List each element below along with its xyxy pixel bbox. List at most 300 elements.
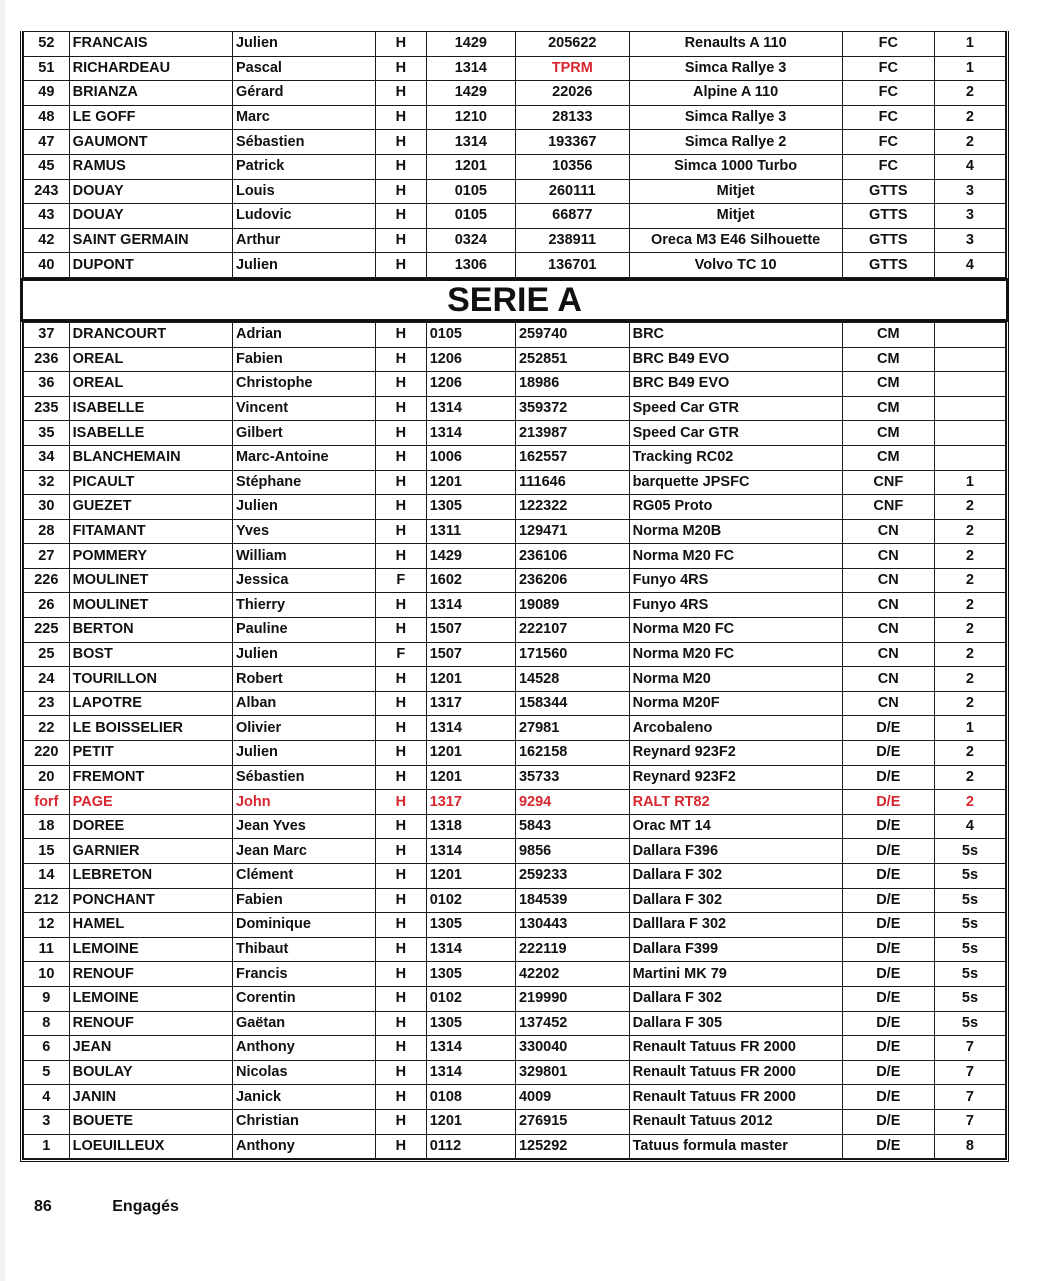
cell-club: 1305 xyxy=(426,913,515,938)
cell-prenom: Gérard xyxy=(232,81,375,106)
table-row xyxy=(24,888,1006,913)
cell-club: 1201 xyxy=(426,864,515,889)
cell-sexe: H xyxy=(376,839,427,864)
cell-num: 28 xyxy=(24,519,70,544)
cell-prenom: Sébastien xyxy=(232,765,375,790)
cell-prenom: Julien xyxy=(232,495,375,520)
cell-sexe: H xyxy=(376,396,427,421)
cell-classe: 3 xyxy=(934,179,1005,204)
cell-nom: GARNIER xyxy=(69,839,232,864)
cell-classe: 5s xyxy=(934,888,1005,913)
cell-num: 48 xyxy=(24,105,70,130)
cell-nom: HAMEL xyxy=(69,913,232,938)
table-row xyxy=(24,421,1006,446)
cell-groupe: D/E xyxy=(842,986,934,1011)
cell-prenom: Corentin xyxy=(232,986,375,1011)
cell-num: 12 xyxy=(24,913,70,938)
cell-nom: PETIT xyxy=(69,741,232,766)
table-row xyxy=(24,937,1006,962)
cell-num: 36 xyxy=(24,372,70,397)
cell-nom: MOULINET xyxy=(69,568,232,593)
cell-club: 1305 xyxy=(426,1011,515,1036)
cell-sexe: H xyxy=(376,32,427,57)
cell-sexe: H xyxy=(376,495,427,520)
cell-club: 0108 xyxy=(426,1085,515,1110)
table-row xyxy=(24,347,1006,372)
cell-voiture: Norma M20 xyxy=(629,667,842,692)
cell-prenom: Thierry xyxy=(232,593,375,618)
cell-sexe: H xyxy=(376,864,427,889)
cell-prenom: Julien xyxy=(232,32,375,57)
cell-voiture: Funyo 4RS xyxy=(629,593,842,618)
cell-classe: 2 xyxy=(934,105,1005,130)
cell-nom: OREAL xyxy=(69,347,232,372)
cell-club: 1314 xyxy=(426,839,515,864)
cell-prenom: Fabien xyxy=(232,888,375,913)
cell-club: 0105 xyxy=(426,204,515,229)
cell-nom: LE BOISSELIER xyxy=(69,716,232,741)
cell-num: 14 xyxy=(24,864,70,889)
cell-nom: POMMERY xyxy=(69,544,232,569)
cell-nom: DOUAY xyxy=(69,204,232,229)
cell-prenom: John xyxy=(232,790,375,815)
cell-club: 1305 xyxy=(426,962,515,987)
cell-num: 40 xyxy=(24,253,70,278)
cell-classe: 2 xyxy=(934,667,1005,692)
table-row xyxy=(24,130,1006,155)
cell-nom: JANIN xyxy=(69,1085,232,1110)
cell-groupe: D/E xyxy=(842,839,934,864)
cell-nom: FREMONT xyxy=(69,765,232,790)
cell-num: 236 xyxy=(24,347,70,372)
cell-num: 23 xyxy=(24,691,70,716)
cell-sexe: H xyxy=(376,445,427,470)
cell-num: 51 xyxy=(24,56,70,81)
cell-num: 34 xyxy=(24,445,70,470)
table-row xyxy=(24,56,1006,81)
cell-groupe: D/E xyxy=(842,1011,934,1036)
cell-groupe: FC xyxy=(842,56,934,81)
cell-nom: FRANCAIS xyxy=(69,32,232,57)
cell-num: 11 xyxy=(24,937,70,962)
cell-num: 9 xyxy=(24,986,70,1011)
cell-club: 0102 xyxy=(426,986,515,1011)
cell-sexe: H xyxy=(376,888,427,913)
table-row xyxy=(24,691,1006,716)
entries-table-serie-a xyxy=(23,322,1006,1159)
cell-prenom: Sébastien xyxy=(232,130,375,155)
table-row xyxy=(24,716,1006,741)
cell-voiture: Dallara F 302 xyxy=(629,986,842,1011)
cell-groupe: D/E xyxy=(842,1109,934,1134)
cell-groupe: FC xyxy=(842,154,934,179)
cell-groupe: FC xyxy=(842,32,934,57)
cell-classe: 2 xyxy=(934,130,1005,155)
table-row xyxy=(24,913,1006,938)
cell-prenom: Robert xyxy=(232,667,375,692)
table-row xyxy=(24,864,1006,889)
cell-licence: 205622 xyxy=(515,32,629,57)
entry-list-sheet xyxy=(20,31,1009,1162)
cell-prenom: Jessica xyxy=(232,568,375,593)
cell-club: 0102 xyxy=(426,888,515,913)
cell-licence: 238911 xyxy=(515,228,629,253)
cell-groupe: CM xyxy=(842,322,934,347)
cell-prenom: Gilbert xyxy=(232,421,375,446)
cell-club: 1314 xyxy=(426,130,515,155)
cell-classe: 2 xyxy=(934,741,1005,766)
cell-club: 1507 xyxy=(426,618,515,643)
table-row xyxy=(24,1109,1006,1134)
cell-voiture: Reynard 923F2 xyxy=(629,765,842,790)
cell-prenom: Arthur xyxy=(232,228,375,253)
cell-groupe: GTTS xyxy=(842,253,934,278)
cell-num: 52 xyxy=(24,32,70,57)
cell-sexe: H xyxy=(376,179,427,204)
cell-classe: 7 xyxy=(934,1036,1005,1061)
cell-licence: 329801 xyxy=(515,1060,629,1085)
cell-groupe: CN xyxy=(842,519,934,544)
cell-nom: LEMOINE xyxy=(69,986,232,1011)
cell-groupe: CM xyxy=(842,445,934,470)
cell-club: 1314 xyxy=(426,396,515,421)
cell-classe: 7 xyxy=(934,1085,1005,1110)
cell-sexe: H xyxy=(376,593,427,618)
cell-num: 6 xyxy=(24,1036,70,1061)
cell-nom: BOST xyxy=(69,642,232,667)
cell-num: 47 xyxy=(24,130,70,155)
cell-licence: 137452 xyxy=(515,1011,629,1036)
cell-sexe: H xyxy=(376,204,427,229)
cell-prenom: William xyxy=(232,544,375,569)
cell-licence: 125292 xyxy=(515,1134,629,1159)
cell-classe: 2 xyxy=(934,642,1005,667)
table-row xyxy=(24,568,1006,593)
cell-club: 1201 xyxy=(426,1109,515,1134)
cell-num: 25 xyxy=(24,642,70,667)
cell-groupe: CNF xyxy=(842,470,934,495)
cell-nom: SAINT GERMAIN xyxy=(69,228,232,253)
cell-groupe: D/E xyxy=(842,716,934,741)
cell-nom: BLANCHEMAIN xyxy=(69,445,232,470)
cell-nom: ISABELLE xyxy=(69,421,232,446)
cell-voiture: Simca Rallye 3 xyxy=(629,56,842,81)
cell-num: 3 xyxy=(24,1109,70,1134)
cell-sexe: H xyxy=(376,56,427,81)
cell-prenom: Gaëtan xyxy=(232,1011,375,1036)
cell-voiture: Orac MT 14 xyxy=(629,814,842,839)
cell-num: 45 xyxy=(24,154,70,179)
cell-prenom: Nicolas xyxy=(232,1060,375,1085)
cell-club: 0112 xyxy=(426,1134,515,1159)
cell-num: 37 xyxy=(24,322,70,347)
cell-groupe: CN xyxy=(842,667,934,692)
cell-groupe: CN xyxy=(842,618,934,643)
cell-sexe: H xyxy=(376,716,427,741)
cell-voiture: Norma M20F xyxy=(629,691,842,716)
cell-classe: 2 xyxy=(934,618,1005,643)
cell-classe: 3 xyxy=(934,228,1005,253)
table-row xyxy=(24,790,1006,815)
cell-voiture: Dallara F396 xyxy=(629,839,842,864)
cell-voiture: Oreca M3 E46 Silhouette xyxy=(629,228,842,253)
cell-voiture: Norma M20 FC xyxy=(629,618,842,643)
cell-voiture: Reynard 923F2 xyxy=(629,741,842,766)
cell-licence: 10356 xyxy=(515,154,629,179)
cell-num: 212 xyxy=(24,888,70,913)
cell-club: 1314 xyxy=(426,1060,515,1085)
table-row xyxy=(24,495,1006,520)
cell-licence: 22026 xyxy=(515,81,629,106)
cell-num: 235 xyxy=(24,396,70,421)
cell-classe: 7 xyxy=(934,1060,1005,1085)
cell-groupe: CN xyxy=(842,568,934,593)
entries-label: Engagés xyxy=(112,1198,179,1215)
cell-club: 1602 xyxy=(426,568,515,593)
cell-club: 0105 xyxy=(426,179,515,204)
cell-num: 30 xyxy=(24,495,70,520)
cell-groupe: D/E xyxy=(842,741,934,766)
cell-classe xyxy=(934,322,1005,347)
table-row xyxy=(24,253,1006,278)
cell-licence: 222119 xyxy=(515,937,629,962)
cell-nom: LEBRETON xyxy=(69,864,232,889)
cell-prenom: Julien xyxy=(232,253,375,278)
table-row xyxy=(24,1060,1006,1085)
cell-prenom: Vincent xyxy=(232,396,375,421)
cell-voiture: Speed Car GTR xyxy=(629,396,842,421)
footer xyxy=(34,1198,179,1216)
table-row xyxy=(24,204,1006,229)
page-edge xyxy=(0,0,5,1281)
cell-club: 1314 xyxy=(426,421,515,446)
table-row xyxy=(24,1036,1006,1061)
table-row xyxy=(24,839,1006,864)
cell-club: 1201 xyxy=(426,470,515,495)
cell-prenom: Janick xyxy=(232,1085,375,1110)
cell-club: 1201 xyxy=(426,741,515,766)
cell-club: 0324 xyxy=(426,228,515,253)
cell-num: 8 xyxy=(24,1011,70,1036)
table-row xyxy=(24,322,1006,347)
cell-prenom: Thibaut xyxy=(232,937,375,962)
cell-groupe: GTTS xyxy=(842,228,934,253)
cell-sexe: H xyxy=(376,105,427,130)
cell-nom: RENOUF xyxy=(69,962,232,987)
top-table-frame xyxy=(20,31,1009,278)
cell-sexe: H xyxy=(376,228,427,253)
cell-voiture: barquette JPSFC xyxy=(629,470,842,495)
cell-classe: 2 xyxy=(934,544,1005,569)
table-row xyxy=(24,154,1006,179)
cell-prenom: Christian xyxy=(232,1109,375,1134)
cell-sexe: H xyxy=(376,937,427,962)
cell-sexe: H xyxy=(376,421,427,446)
table-row xyxy=(24,81,1006,106)
cell-groupe: FC xyxy=(842,105,934,130)
cell-voiture: Volvo TC 10 xyxy=(629,253,842,278)
cell-licence: 219990 xyxy=(515,986,629,1011)
cell-voiture: RG05 Proto xyxy=(629,495,842,520)
cell-licence: 171560 xyxy=(515,642,629,667)
cell-groupe: CNF xyxy=(842,495,934,520)
table-row xyxy=(24,519,1006,544)
cell-prenom: Francis xyxy=(232,962,375,987)
cell-classe: 5s xyxy=(934,1011,1005,1036)
cell-groupe: CM xyxy=(842,421,934,446)
cell-nom: RICHARDEAU xyxy=(69,56,232,81)
cell-classe: 3 xyxy=(934,204,1005,229)
cell-num: 4 xyxy=(24,1085,70,1110)
table-row xyxy=(24,1085,1006,1110)
cell-classe: 5s xyxy=(934,864,1005,889)
table-row xyxy=(24,642,1006,667)
cell-classe: 2 xyxy=(934,568,1005,593)
cell-num: 225 xyxy=(24,618,70,643)
cell-licence: 14528 xyxy=(515,667,629,692)
cell-sexe: H xyxy=(376,347,427,372)
table-row xyxy=(24,228,1006,253)
cell-groupe: GTTS xyxy=(842,179,934,204)
cell-club: 1306 xyxy=(426,253,515,278)
cell-sexe: H xyxy=(376,519,427,544)
cell-club: 1429 xyxy=(426,32,515,57)
cell-prenom: Clément xyxy=(232,864,375,889)
table-row xyxy=(24,179,1006,204)
cell-voiture: Tracking RC02 xyxy=(629,445,842,470)
cell-club: 1317 xyxy=(426,691,515,716)
cell-classe xyxy=(934,396,1005,421)
cell-voiture: Mitjet xyxy=(629,179,842,204)
cell-sexe: H xyxy=(376,814,427,839)
cell-club: 1314 xyxy=(426,593,515,618)
cell-classe: 2 xyxy=(934,790,1005,815)
cell-nom: PONCHANT xyxy=(69,888,232,913)
cell-nom: GUEZET xyxy=(69,495,232,520)
cell-sexe: H xyxy=(376,986,427,1011)
table-row xyxy=(24,962,1006,987)
cell-groupe: D/E xyxy=(842,790,934,815)
cell-nom: ISABELLE xyxy=(69,396,232,421)
cell-voiture: Dallara F 305 xyxy=(629,1011,842,1036)
cell-licence: 9856 xyxy=(515,839,629,864)
cell-nom: DUPONT xyxy=(69,253,232,278)
cell-classe xyxy=(934,421,1005,446)
cell-num: 243 xyxy=(24,179,70,204)
cell-classe: 8 xyxy=(934,1134,1005,1159)
cell-num: 220 xyxy=(24,741,70,766)
table-row xyxy=(24,470,1006,495)
table-row xyxy=(24,593,1006,618)
cell-groupe: D/E xyxy=(842,1060,934,1085)
cell-club: 1429 xyxy=(426,81,515,106)
cell-voiture: RALT RT82 xyxy=(629,790,842,815)
cell-prenom: Alban xyxy=(232,691,375,716)
table-row xyxy=(24,1134,1006,1159)
cell-voiture: Dallara F399 xyxy=(629,937,842,962)
cell-sexe: H xyxy=(376,253,427,278)
cell-nom: MOULINET xyxy=(69,593,232,618)
cell-sexe: H xyxy=(376,1109,427,1134)
cell-voiture: Tatuus formula master xyxy=(629,1134,842,1159)
cell-licence: 193367 xyxy=(515,130,629,155)
cell-voiture: Dallara F 302 xyxy=(629,888,842,913)
table-row xyxy=(24,618,1006,643)
cell-classe: 2 xyxy=(934,765,1005,790)
cell-classe: 2 xyxy=(934,593,1005,618)
cell-club: 1305 xyxy=(426,495,515,520)
cell-voiture: Funyo 4RS xyxy=(629,568,842,593)
cell-licence: 19089 xyxy=(515,593,629,618)
cell-sexe: H xyxy=(376,322,427,347)
cell-groupe: D/E xyxy=(842,814,934,839)
cell-prenom: Adrian xyxy=(232,322,375,347)
cell-prenom: Jean Yves xyxy=(232,814,375,839)
cell-voiture: Renault Tatuus FR 2000 xyxy=(629,1036,842,1061)
entries-count: 86 xyxy=(34,1198,52,1215)
serie-a-table-frame xyxy=(20,322,1009,1162)
cell-groupe: CM xyxy=(842,347,934,372)
cell-prenom: Pauline xyxy=(232,618,375,643)
cell-prenom: Anthony xyxy=(232,1134,375,1159)
cell-club: 1314 xyxy=(426,716,515,741)
cell-groupe: D/E xyxy=(842,765,934,790)
cell-nom: DOUAY xyxy=(69,179,232,204)
cell-club: 1206 xyxy=(426,372,515,397)
cell-club: 0105 xyxy=(426,322,515,347)
cell-licence: 18986 xyxy=(515,372,629,397)
cell-club: 1314 xyxy=(426,56,515,81)
cell-nom: BOUETE xyxy=(69,1109,232,1134)
cell-nom: GAUMONT xyxy=(69,130,232,155)
cell-groupe: D/E xyxy=(842,937,934,962)
cell-classe: 7 xyxy=(934,1109,1005,1134)
cell-licence: 27981 xyxy=(515,716,629,741)
cell-licence: 359372 xyxy=(515,396,629,421)
cell-voiture: Norma M20 FC xyxy=(629,642,842,667)
cell-licence: 330040 xyxy=(515,1036,629,1061)
cell-voiture: BRC B49 EVO xyxy=(629,372,842,397)
entries-table-top xyxy=(23,31,1006,278)
cell-nom: FITAMANT xyxy=(69,519,232,544)
cell-sexe: H xyxy=(376,691,427,716)
cell-prenom: Patrick xyxy=(232,154,375,179)
cell-club: 1314 xyxy=(426,937,515,962)
cell-licence: 252851 xyxy=(515,347,629,372)
cell-licence: 42202 xyxy=(515,962,629,987)
cell-licence: 162557 xyxy=(515,445,629,470)
cell-prenom: Yves xyxy=(232,519,375,544)
cell-classe: 1 xyxy=(934,56,1005,81)
table-row xyxy=(24,32,1006,57)
cell-nom: OREAL xyxy=(69,372,232,397)
cell-club: 1210 xyxy=(426,105,515,130)
cell-prenom: Christophe xyxy=(232,372,375,397)
cell-nom: BERTON xyxy=(69,618,232,643)
cell-licence: 66877 xyxy=(515,204,629,229)
cell-classe: 2 xyxy=(934,495,1005,520)
cell-voiture: Norma M20B xyxy=(629,519,842,544)
table-row xyxy=(24,396,1006,421)
cell-nom: RAMUS xyxy=(69,154,232,179)
cell-nom: PAGE xyxy=(69,790,232,815)
cell-nom: PICAULT xyxy=(69,470,232,495)
cell-classe: 5s xyxy=(934,986,1005,1011)
cell-licence: 28133 xyxy=(515,105,629,130)
cell-sexe: H xyxy=(376,372,427,397)
cell-licence: 158344 xyxy=(515,691,629,716)
cell-sexe: H xyxy=(376,1011,427,1036)
